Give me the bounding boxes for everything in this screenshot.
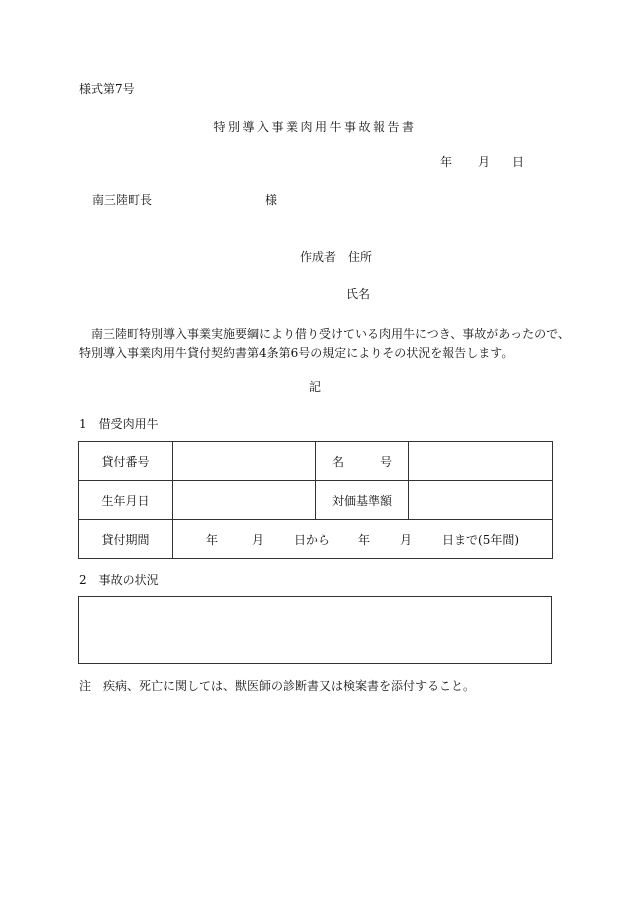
section1-heading: 1 借受肉用牛 [79,417,159,431]
cattle-name-label: 名 号 [316,442,409,481]
base-price-field[interactable] [409,481,553,520]
accident-situation-field[interactable] [78,596,552,664]
date-month-label: 月 [478,155,491,169]
table-row [79,481,553,520]
base-price-label: 対価基準額 [316,481,409,520]
table-row [79,442,553,481]
loan-number-label: 貸付番号 [79,442,173,481]
period-year1: 年 [205,532,218,547]
date-day-label: 日 [512,155,525,169]
section2-heading: 2 事故の状況 [79,573,159,587]
birth-date-label: 生年月日 [79,481,173,520]
loan-cattle-table [78,441,553,559]
period-day-until: 日まで(5年間) [442,532,520,547]
loan-period-field[interactable] [173,520,553,559]
note-text: 注 疾病、死亡に関しては、獣医師の診断書又は検案書を添付すること。 [79,679,476,693]
birth-date-field[interactable] [173,481,316,520]
document-title: 特別導入事業肉用牛事故報告書 [213,120,417,134]
period-month1: 月 [251,532,264,547]
recipient-name: 南三陸町長 [92,193,153,207]
recipient-honorific: 様 [265,193,278,207]
author-address-label: 作成者 住所 [300,250,373,264]
loan-number-field[interactable] [173,442,316,481]
body-line-1: 南三陸町特別導入事業実施要綱により借り受けている肉用牛につき、事故があったので、 [91,327,570,341]
period-month2: 月 [400,532,413,547]
form-number: 様式第7号 [79,82,135,96]
date-year-label: 年 [440,155,453,169]
table-row [79,520,553,559]
author-name-label: 氏名 [346,287,371,301]
date-line [440,155,524,169]
cattle-name-field[interactable] [409,442,553,481]
body-text [79,325,570,363]
loan-period-label: 貸付期間 [79,520,173,559]
period-year2: 年 [358,532,371,547]
body-line-2: 特別導入事業肉用牛貸付契約書第4条第6号の規定によりその状況を報告します。 [79,346,514,360]
ki-heading: 記 [308,380,321,394]
period-day-from: 日から [293,532,330,547]
